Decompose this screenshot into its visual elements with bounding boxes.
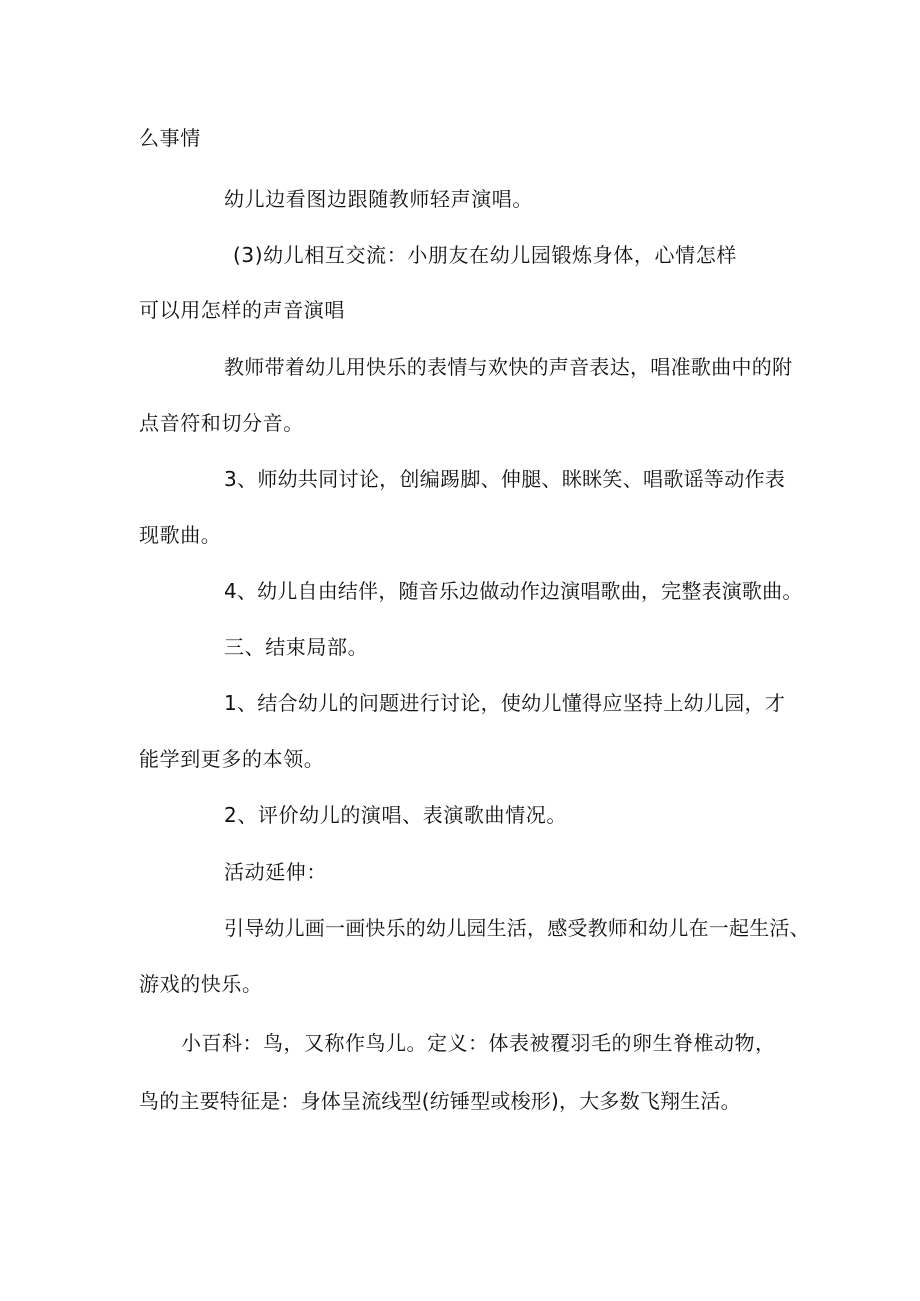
text-line: 么事情 (139, 126, 201, 150)
text-line: 现歌曲。 (139, 523, 222, 547)
text-line: 游戏的快乐。 (139, 972, 263, 996)
text-line: 能学到更多的本领。 (139, 747, 325, 771)
section-heading: 三、结束局部。 (224, 635, 369, 659)
text-line: 点音符和切分音。 (139, 411, 304, 435)
text-line: 4、幼儿自由结伴，随音乐边做动作边演唱歌曲，完整表演歌曲。 (224, 579, 803, 603)
text-line: 小百科：鸟，又称作鸟儿。定义：体表被覆羽毛的卵生脊椎动物， (181, 1031, 776, 1055)
text-line: 幼儿边看图边跟随教师轻声演唱。 (224, 187, 533, 211)
text-line: 活动延伸： (224, 860, 327, 884)
text-line: 3、师幼共同讨论，创编踢脚、伸腿、眯眯笑、唱歌谣等动作表 (224, 467, 786, 491)
text-line: 教师带着幼儿用快乐的表情与欢快的声音表达，唱准歌曲中的附 (224, 355, 793, 379)
text-line: 1、结合幼儿的问题进行讨论，使幼儿懂得应坚持上幼儿园，才 (224, 691, 786, 715)
text-line: 可以用怎样的声音演唱 (139, 298, 345, 322)
text-line: (3)幼儿相互交流：小朋友在幼儿园锻炼身体，心情怎样 (233, 243, 737, 267)
text-line: 鸟的主要特征是：身体呈流线型(纺锤型或梭形)，大多数飞翔生活。 (139, 1089, 741, 1113)
text-line: 引导幼儿画一画快乐的幼儿园生活，感受教师和幼儿在一起生活、 (224, 916, 810, 940)
text-line: 2、评价幼儿的演唱、表演歌曲情况。 (224, 803, 567, 827)
